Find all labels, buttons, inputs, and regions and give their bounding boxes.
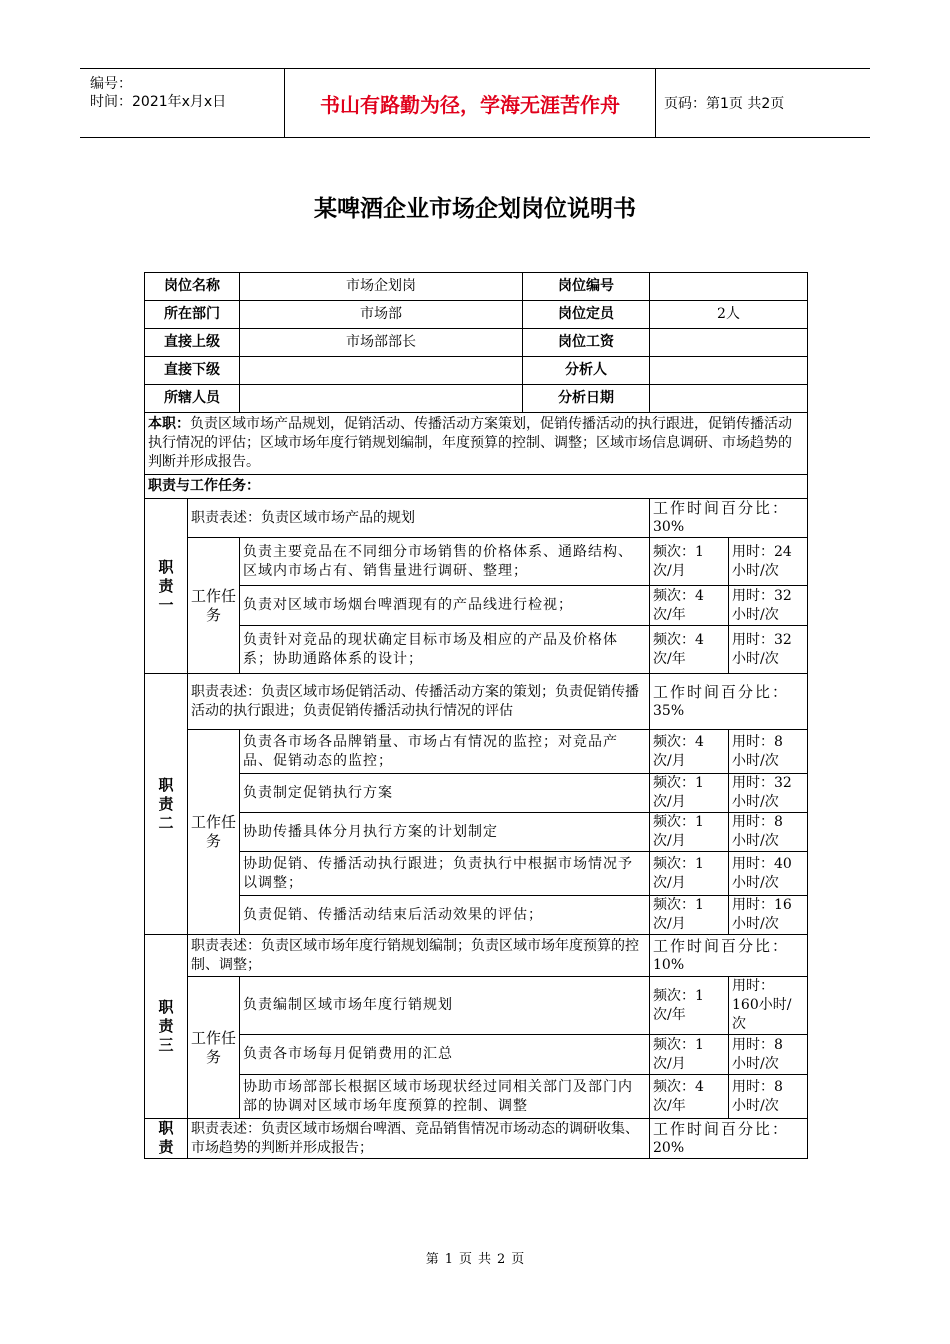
task-frequency: 频次：1 次/月 bbox=[650, 1035, 729, 1075]
subordinate-label: 直接下级 bbox=[145, 357, 240, 385]
superior-label: 直接上级 bbox=[145, 329, 240, 357]
task-row bbox=[145, 538, 808, 586]
task-text: 负责制定促销执行方案 bbox=[240, 774, 650, 813]
task-duration: 用时：8 小时/次 bbox=[729, 730, 808, 774]
post-no-value bbox=[650, 273, 808, 301]
date-value bbox=[650, 385, 808, 413]
analyst-value bbox=[650, 357, 808, 385]
task-frequency: 频次：1 次/月 bbox=[650, 538, 729, 586]
task-row bbox=[145, 977, 808, 1035]
salary-value bbox=[650, 329, 808, 357]
duty-name: 职 责 一 bbox=[145, 499, 188, 674]
task-duration: 用时：8 小时/次 bbox=[729, 1075, 808, 1119]
task-text: 负责对区域市场烟台啤酒现有的产品线进行检视； bbox=[240, 586, 650, 626]
duty-name: 职 责 二 bbox=[145, 674, 188, 935]
superior-value: 市场部部长 bbox=[240, 329, 523, 356]
duty-name: 职 责 bbox=[145, 1119, 188, 1159]
task-row bbox=[145, 774, 808, 813]
time-label: 时间：2021年x月x日 bbox=[90, 94, 227, 110]
duty-time-percent: 工作时间百分比： 30% bbox=[650, 499, 808, 538]
task-frequency: 频次：4 次/年 bbox=[650, 1075, 729, 1119]
task-duration: 用时：32 小时/次 bbox=[729, 586, 808, 626]
headcount-label: 岗位定员 bbox=[558, 306, 614, 322]
date-label: 分析日期 bbox=[558, 390, 614, 406]
task-duration: 用时：32 小时/次 bbox=[729, 774, 808, 813]
task-duration: 用时：16 小时/次 bbox=[729, 896, 808, 935]
salary-label: 岗位工资 bbox=[558, 334, 614, 350]
duties-section-label: 职责与工作任务： bbox=[145, 475, 808, 499]
summary-label: 本职： bbox=[148, 416, 190, 432]
task-duration: 用时：40 小时/次 bbox=[729, 852, 808, 896]
task-frequency: 频次：4 次/年 bbox=[650, 626, 729, 674]
page-header bbox=[80, 68, 870, 138]
duty-time-percent: 工作时间百分比： 20% bbox=[650, 1119, 808, 1159]
task-label: 工作任务 bbox=[188, 977, 240, 1119]
task-frequency: 频次：1 次/月 bbox=[650, 813, 729, 852]
dept-label: 所在部门 bbox=[145, 301, 240, 329]
motto: 书山有路勤为径，学海无涯苦作舟 bbox=[284, 69, 656, 137]
task-text: 协助市场部部长根据区域市场现状经过同相关部门及部门内部的协调对区域市场年度预算的控制、调整 bbox=[240, 1075, 650, 1119]
task-duration: 用时： 160小时/ 次 bbox=[729, 977, 808, 1035]
task-duration: 用时：32 小时/次 bbox=[729, 626, 808, 674]
summary-text: 负责区域市场产品规划，促销活动、传播活动方案策划，促销传播活动的执行跟进，促销传播活动执行情况的评估；区域市场年度行销规划编制，年度预算的控制、调整；区域市场信息调研、市场趋势的判断并形成报告。 bbox=[148, 416, 792, 470]
task-text: 协助传播具体分月执行方案的计划制定 bbox=[240, 813, 650, 852]
page-footer: 第 1 页 共 2 页 bbox=[425, 1252, 525, 1267]
task-row bbox=[145, 626, 808, 674]
managed-value bbox=[240, 385, 523, 412]
dept-value: 市场部 bbox=[240, 301, 523, 328]
task-row bbox=[145, 586, 808, 626]
duty-name: 职 责 三 bbox=[145, 935, 188, 1119]
task-label: 工作任务 bbox=[188, 538, 240, 674]
task-row bbox=[145, 813, 808, 852]
task-row bbox=[145, 1035, 808, 1075]
task-row bbox=[145, 896, 808, 935]
task-text: 负责促销、传播活动结束后活动效果的评估； bbox=[240, 896, 650, 935]
number-label: 编号： bbox=[90, 76, 132, 92]
task-duration: 用时：8 小时/次 bbox=[729, 1035, 808, 1075]
task-duration: 用时：8 小时/次 bbox=[729, 813, 808, 852]
task-frequency: 频次：1 次/月 bbox=[650, 852, 729, 896]
task-frequency: 频次：4 次/年 bbox=[650, 586, 729, 626]
analyst-label: 分析人 bbox=[565, 362, 607, 378]
task-row bbox=[145, 852, 808, 896]
summary-cell bbox=[145, 413, 808, 475]
task-label: 工作任务 bbox=[188, 730, 240, 935]
task-frequency: 频次：1 次/月 bbox=[650, 896, 729, 935]
duty-expression: 职责表述：负责区域市场产品的规划 bbox=[188, 499, 650, 538]
task-text: 负责针对竞品的现状确定目标市场及相应的产品及价格体系；协助通路体系的设计； bbox=[240, 626, 650, 674]
duty-expression: 职责表述：负责区域市场促销活动、传播活动方案的策划；负责促销传播活动的执行跟进；负责促销传播活动执行情况的评估 bbox=[188, 674, 650, 730]
page-label: 页码：第1页 共2页 bbox=[664, 96, 785, 112]
task-duration: 用时：24 小时/次 bbox=[729, 538, 808, 586]
task-frequency: 频次：1 次/年 bbox=[650, 977, 729, 1035]
duty-expression: 职责表述：负责区域市场烟台啤酒、竞品销售情况市场动态的调研收集、市场趋势的判断并形成报告； bbox=[188, 1119, 650, 1159]
task-frequency: 频次：4 次/月 bbox=[650, 730, 729, 774]
document-title: 某啤酒企业市场企划岗位说明书 bbox=[314, 195, 636, 222]
task-row bbox=[145, 730, 808, 774]
job-description-table bbox=[144, 272, 808, 1159]
post-no-label: 岗位编号 bbox=[558, 278, 614, 294]
task-text: 负责各市场各品牌销量、市场占有情况的监控；对竞品产品、促销动态的监控； bbox=[240, 730, 650, 774]
headcount-value: 2人 bbox=[650, 301, 808, 329]
post-name-value: 市场企划岗 bbox=[240, 273, 523, 300]
duty-time-percent: 工作时间百分比： 35% bbox=[650, 674, 808, 730]
duty-time-percent: 工作时间百分比： 10% bbox=[650, 935, 808, 977]
subordinate-value bbox=[240, 357, 523, 384]
post-name-label: 岗位名称 bbox=[145, 273, 240, 301]
task-text: 协助促销、传播活动执行跟进；负责执行中根据市场情况予以调整； bbox=[240, 852, 650, 896]
header-left bbox=[80, 69, 284, 137]
task-row bbox=[145, 1075, 808, 1119]
task-text: 负责主要竞品在不同细分市场销售的价格体系、通路结构、区域内市场占有、销售量进行调研、整理； bbox=[240, 538, 650, 586]
task-text: 负责编制区域市场年度行销规划 bbox=[240, 977, 650, 1035]
duty-expression: 职责表述：负责区域市场年度行销规划编制；负责区域市场年度预算的控制、调整； bbox=[188, 935, 650, 977]
task-text: 负责各市场每月促销费用的汇总 bbox=[240, 1035, 650, 1075]
task-frequency: 频次：1 次/月 bbox=[650, 774, 729, 813]
managed-label: 所辖人员 bbox=[145, 385, 240, 413]
